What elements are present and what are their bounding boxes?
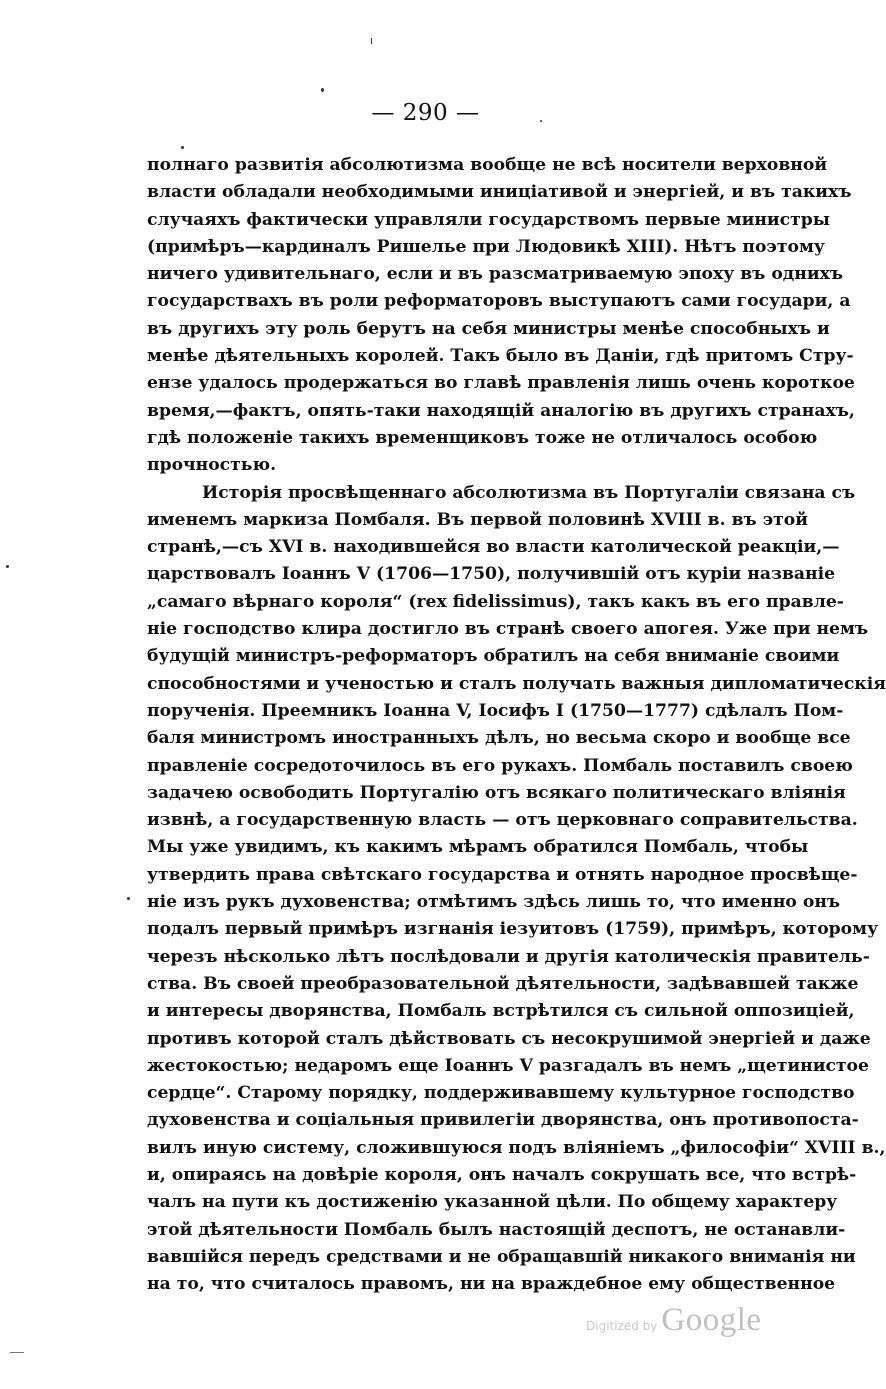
scan-speck — [10, 1352, 24, 1353]
paragraph-1 — [147, 152, 855, 480]
text-line: и, опираясь на довѣріе короля, онъ началъ сокрушать все, что встрѣ- — [147, 1164, 857, 1185]
scan-speck — [321, 88, 324, 92]
text-line: баля министромъ иностранныхъ дѣлъ, но весьма скоро и вообще все — [147, 728, 851, 749]
text-line: порученія. Преемникъ Іоанна V, Іосифъ I (1750—1777) сдѣлалъ Пом- — [147, 700, 844, 721]
text-line: и интересы дворянства, Помбаль встрѣтился съ сильной оппозиціей, — [147, 1001, 855, 1022]
text-line: чалъ на пути къ достиженію указанной цѣли. По общему характеру — [147, 1192, 838, 1213]
text-line: именемъ маркиза Помбаля. Въ первой половинѣ XVIII в. въ этой — [147, 509, 809, 530]
text-line: полнаго развитія абсолютизма вообще не всѣ носители верховной — [147, 155, 828, 175]
scan-speck — [371, 38, 372, 44]
text-line: власти обладали необходимыми иниціативой и энергіей, и въ такихъ — [147, 182, 852, 203]
text-line: духовенства и соціальныя привилегіи дворянства, онъ противопоста- — [147, 1110, 859, 1131]
text-line: Мы уже увидимъ, къ какимъ мѣрамъ обратился Помбаль, чтобы — [147, 837, 809, 858]
text-line: „самаго вѣрнаго короля“ (rex fidelissimus), такъ какъ въ его правле- — [147, 591, 844, 612]
text-line: будущій министръ-реформаторъ обратилъ на себя вниманіе своими — [147, 646, 840, 667]
text-line: утвердить права свѣтскаго государства и отнять народное просвѣще- — [147, 864, 858, 885]
text-line: Исторія просвѣщеннаго абсолютизма въ Португаліи связана съ — [202, 482, 856, 503]
paragraph-2 — [147, 480, 886, 1299]
text-line: гдѣ положеніе такихъ временщиковъ тоже не отличалось особою — [147, 427, 818, 448]
text-line: правленіе сосредоточилось въ его рукахъ. Помбаль поставилъ своею — [147, 755, 853, 776]
text-line: ства. Въ своей преобразовательной дѣятельности, задѣвавшей также — [147, 973, 859, 994]
text-line: государствахъ въ роли реформаторовъ выступаютъ сами государи, а — [147, 291, 851, 312]
digitized-label: Digitized by — [586, 1319, 658, 1333]
text-line: на то, что считалось правомъ, ни на враждебное ему общественное — [147, 1274, 836, 1295]
text-line: царствовалъ Іоаннъ V (1706—1750), получившій отъ куріи названіе — [147, 564, 836, 585]
text-line: случаяхъ фактически управляли государствомъ первые министры — [147, 209, 831, 230]
text-line: (примѣръ—кардиналъ Ришелье при Людовикѣ XIII). Нѣтъ поэтому — [147, 236, 825, 257]
page-number: — 290 — — [371, 100, 480, 126]
text-line: прочностью. — [147, 455, 277, 476]
text-line: менѣе дѣятельныхъ королей. Такъ было въ Даніи, гдѣ притомъ Стру- — [147, 346, 854, 367]
text-line: сердце“. Старому порядку, поддерживавшему культурное господство — [147, 1083, 855, 1104]
google-logo: Google — [661, 1302, 762, 1338]
text-line: черезъ нѣсколько лѣтъ послѣдовали и другія католическія правитель- — [147, 946, 870, 967]
text-line: ензе удалось продержаться во главѣ правленія лишь очень короткое — [147, 373, 855, 394]
text-line: подалъ первый примѣръ изгнанія іезуитовъ (1759), примѣръ, которому — [147, 919, 879, 940]
scan-speck — [127, 897, 130, 900]
text-line: жестокостью; недаромъ еще Іоаннъ V разгадалъ въ немъ „щетинистое — [147, 1055, 869, 1076]
body-text — [147, 152, 886, 1298]
digitized-by-google-watermark — [586, 1302, 762, 1339]
text-line: ничего удивительнаго, если и въ разсматриваемую эпоху въ однихъ — [147, 264, 844, 285]
text-line: этой дѣятельности Помбаль былъ настоящій деспотъ, не останавли- — [147, 1219, 846, 1240]
text-line: способностями и ученостью и сталъ получать важныя дипломатическія — [147, 673, 886, 694]
text-line: извнѣ, а государственную власть — отъ церковнаго соправительства. — [147, 810, 858, 831]
text-line: противъ которой сталъ дѣйствовать съ несокрушимой энергіей и даже — [147, 1028, 871, 1049]
text-line: время,—фактъ, опять-таки находящій аналогію въ другихъ странахъ, — [147, 400, 855, 421]
scan-speck — [181, 146, 184, 149]
text-line: вавшійся передъ средствами и не обращавшій никакого вниманія ни — [147, 1246, 856, 1267]
text-line: ніе господство клира достигло въ странѣ своего апогея. Уже при немъ — [147, 619, 869, 640]
text-line: въ другихъ эту роль берутъ на себя министры менѣе способныхъ и — [147, 318, 830, 339]
text-line: ніе изъ рукъ духовенства; отмѣтимъ здѣсь лишь то, что именно онъ — [147, 892, 841, 913]
scan-speck — [540, 120, 542, 122]
text-line: вилъ иную систему, сложившуюся подъ вліяніемъ „философіи“ XVIII в., — [147, 1137, 886, 1158]
scan-speck — [6, 565, 9, 568]
text-line: задачею освободить Португалію отъ всякаго политическаго вліянія — [147, 782, 846, 803]
text-line: странѣ,—съ XVI в. находившейся во власти католической реакціи,— — [147, 537, 840, 558]
